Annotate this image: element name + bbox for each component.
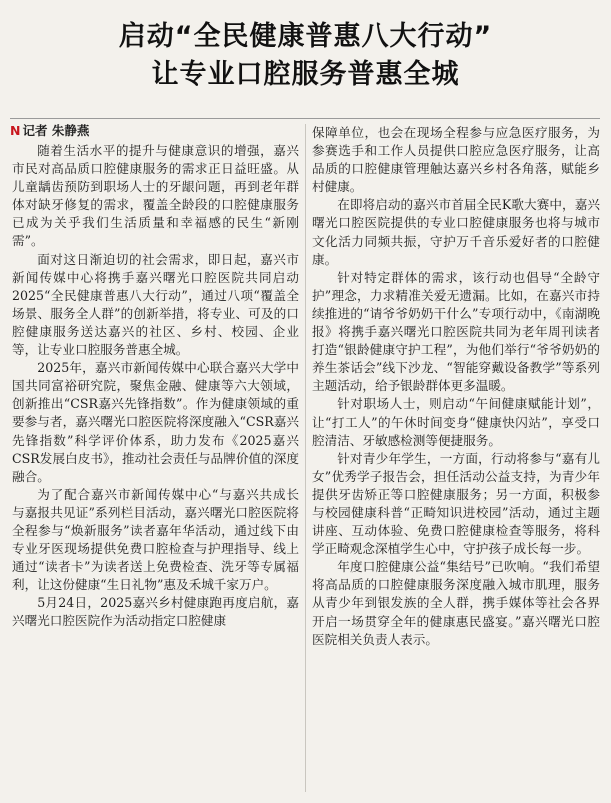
byline-mark: N [10,123,21,138]
paragraph: 2025年，嘉兴市新闻传媒中心联合嘉兴大学中国共同富裕研究院，聚焦金融、健康等六大领域，创新推出“CSR嘉兴先锋指数”。作为健康领域的重要参与者，嘉兴曙光口腔医院将深度融入“CSR嘉兴先锋指数”科学评价体系，助力发布《2025嘉兴CSR发展白皮书》，推动社会责任与品牌价值的深度融合。 [12,360,299,484]
headline-line-2: 让专业口腔服务普惠全城 [151,59,460,90]
paragraph: 随着生活水平的提升与健康意识的增强，嘉兴市民对高品质口腔健康服务的需求正日益旺盛。从儿童龋齿预防到职场人士的牙龈问题，再到老年群体对缺牙修复的需求，覆盖全龄段的口腔健康服务已成为关乎我们生活质量和幸福感的民生“新刚需”。 [12,143,299,249]
paragraph: 为了配合嘉兴市新闻传媒中心“与嘉兴共成长 与嘉报共见证”系列栏目活动，嘉兴曙光口腔医院将全程参与“焕新服务”读者嘉年华活动，通过线下由专业牙医现场提供免费口腔检查与护理指导、线上通过“读者卡”为读者送上免费检查、洗牙等专属福利，让这份健康“生日礼物”惠及禾城千家万户。 [12,486,299,593]
paragraph: 面对这日渐迫切的社会需求，即日起，嘉兴市新闻传媒中心将携手嘉兴曙光口腔医院共同启动2025“全民健康普惠八大行动”，通过八项“覆盖全场景、服务全人群”的创新举措，将专业、可及的口腔健康服务送达嘉兴的社区、乡村、校园、企业等，让专业口腔服务普惠全城。 [12,251,299,358]
headline [0,18,611,94]
column-divider [305,124,306,792]
byline-author: 记者 朱静燕 [22,123,90,138]
paragraph: 保障单位，也会在现场全程参与应急医疗服务，为参赛选手和工作人员提供口腔应急医疗服务，让高品质的口腔健康管理触达嘉兴乡村各角落，赋能乡村健康。 [312,125,600,195]
right-column [312,124,600,649]
headline-line-1: 启动“全民健康普惠八大行动” [118,21,493,52]
paragraph: 针对青少年学生，一方面，行动将参与“嘉有儿女”优秀学子报告会，担任活动公益支持，为青少年提供牙齿矫正等口腔健康服务；另一方面，积极参与校园健康科普“正畸知识进校园”活动，通过主题讲座、互动体验、免费口腔健康检查等服务，将科学正畸观念深植学生心中，守护孩子成长每一步。 [312,450,600,557]
left-column [12,142,299,631]
paragraph: 年度口腔健康公益“集结号”已吹响。“我们希望将高品质的口腔健康服务深度融入城市肌理，服务从青少年到银发族的全人群，携手媒体等社会各界开启一场贯穿全年的健康惠民盛宴。”嘉兴曙光口腔医院相关负责人表示。 [312,559,600,647]
paragraph: 针对特定群体的需求，该行动也倡导“全龄守护”理念，力求精准关爱无遗漏。比如，在嘉兴市持续推进的“请爷爷奶奶干什么”专项行动中，《南湖晚报》将携手嘉兴曙光口腔医院共同为老年周刊读者打造“银龄健康守护工程”，为他们举行“爷爷奶奶的养生茶话会”线下沙龙、“智能穿戴设备教学”等系列主题活动，给予银龄群体更多温暖。 [312,269,600,394]
header-rule [10,118,600,119]
paragraph: 针对职场人士，则启动“午间健康赋能计划”，让“打工人”的午休时间变身“健康快闪站”，享受口腔清洁、牙敏感检测等便捷服务。 [312,396,600,448]
paragraph: 在即将启动的嘉兴市首届全民K歌大赛中，嘉兴曙光口腔医院提供的专业口腔健康服务也将与城市文化活力同频共振，守护万千音乐爱好者的口腔健康。 [312,197,600,267]
paragraph: 5月24日，2025嘉兴乡村健康跑再度启航，嘉兴曙光口腔医院作为活动指定口腔健康 [12,595,299,629]
byline [10,121,89,141]
